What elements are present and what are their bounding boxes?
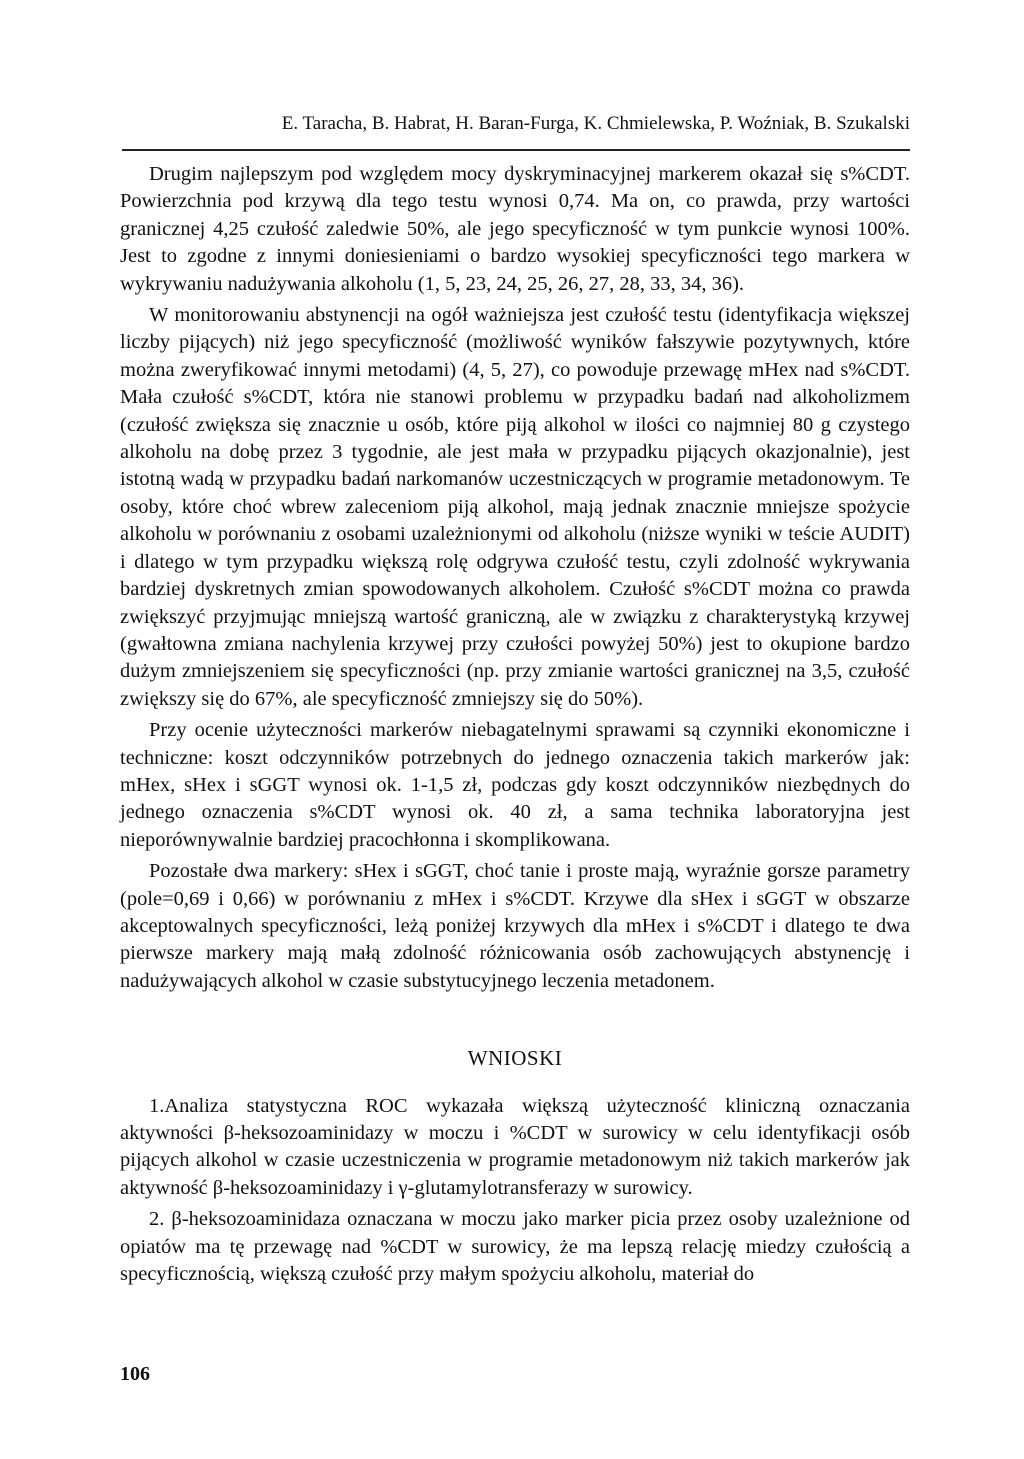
running-head-authors: E. Taracha, B. Habrat, H. Baran-Furga, K. Chmielewska, P. Woźniak, B. Szukalski	[281, 113, 910, 134]
conclusion-item: 2. β-heksozoaminidaza oznaczana w moczu jako marker picia przez osoby uzależnione od opiatów ma tę przewagę nad %CDT w surowicy, że ma lepszą relację miedzy czułością a specyficznością, większą czułość przy małym spożyciu alkoholu, materiał do	[120, 1208, 910, 1286]
paragraph: Pozostałe dwa markery: sHex i sGGT, choć tanie i proste mają, wyraźnie gorsze parametry (pole=0,69 i 0,66) w porównaniu z mHex i s%CDT. Krzywe dla sHex i sGGT w obszarze akceptowalnych specyficzności, leżą poniżej krzywych dla mHex i s%CDT i dlatego te dwa pierwsze markery mają małą zdolność różnicowania osób zachowujących abstynencję i nadużywających alkohol w czasie substytucyjnego leczenia metadonem.	[120, 860, 910, 992]
page-number: 106	[120, 1363, 150, 1385]
section-heading-conclusions: WNIOSKI	[467, 1046, 563, 1071]
paragraph: Drugim najlepszym pod względem mocy dyskryminacyjnej markerem okazał się s%CDT. Powierzchnia pod krzywą dla tego testu wynosi 0,74. Ma on, co prawda, przy wartości granicznej 4,25 czułość zaledwie 50%, ale jego specyficzność w tym punkcie wynosi 100%. Jest to zgodne z innymi doniesieniami o bardzo wysokiej specyficzności tego markera w wykrywaniu nadużywania alkoholu (1, 5, 23, 24, 25, 26, 27, 28, 33, 34, 36).	[120, 163, 910, 295]
article-body	[120, 161, 910, 1292]
paragraph: Przy ocenie użyteczności markerów niebagatelnymi sprawami są czynniki ekonomiczne i techniczne: koszt odczynników potrzebnych do jednego oznaczenia takich markerów jak: mHex, sHex i sGGT wynosi ok. 1-1,5 zł, podczas gdy koszt odczynników niezbędnych do jednego oznaczenia s%CDT wynosi ok. 40 zł, a sama technika laboratoryjna jest nieporównywalnie bardziej pracochłonna i skomplikowana.	[120, 719, 910, 851]
header-rule	[122, 149, 910, 151]
conclusion-item: 1.Analiza statystyczna ROC wykazała większą użyteczność kliniczną oznaczania aktywności β-heksozoaminidazy w moczu i %CDT w surowicy w celu identyfikacji osób pijących alkohol w czasie uczestniczenia w programie metadonowym niż takich markerów jak aktywność β-heksozoaminidazy i γ-glutamylotransferazy w surowicy.	[120, 1094, 910, 1199]
paragraph: W monitorowaniu abstynencji na ogół ważniejsza jest czułość testu (identyfikacja większej liczby pijących) niż jego specyficzność (możliwość wyników fałszywie pozytywnych, które można zweryfikować innymi metodami) (4, 5, 27), co powoduje przewagę mHex nad s%CDT. Mała czułość s%CDT, która nie stanowi problemu w przypadku badań nad alkoholizmem (czułość zwiększa się znacznie u osób, które piją alkohol w ilości co najmniej 80 g czystego alkoholu na dobę przez 3 tygodnie, ale jest mała w przypadku pijących okazjonalnie), jest istotną wadą w przypadku badań narkomanów uczestniczących w programie metadonowym. Te osoby, które choć wbrew zaleceniom piją alkohol, mają jednak znacznie mniejsze spożycie alkoholu w porównaniu z osobami uzależnionymi od alkoholu (niższe wyniki w teście AUDIT) i dlatego w tym przypadku większą rolę odgrywa czułość testu, czyli zdolność wykrywania bardziej dyskretnych zmian spowodowanych alkoholem. Czułość s%CDT można co prawda zwiększyć przyjmując mniejszą wartość graniczną, ale w związku z charakterystyką krzywej (gwałtowna zmiana nachylenia krzywej przy czułości powyżej 50%) jest to okupione bardzo dużym zmniejszeniem się specyficzności (np. przy zmianie wartości granicznej na 3,5, czułość zwiększy się do 67%, ale specyficzność zmniejszy się do 50%).	[120, 304, 910, 710]
